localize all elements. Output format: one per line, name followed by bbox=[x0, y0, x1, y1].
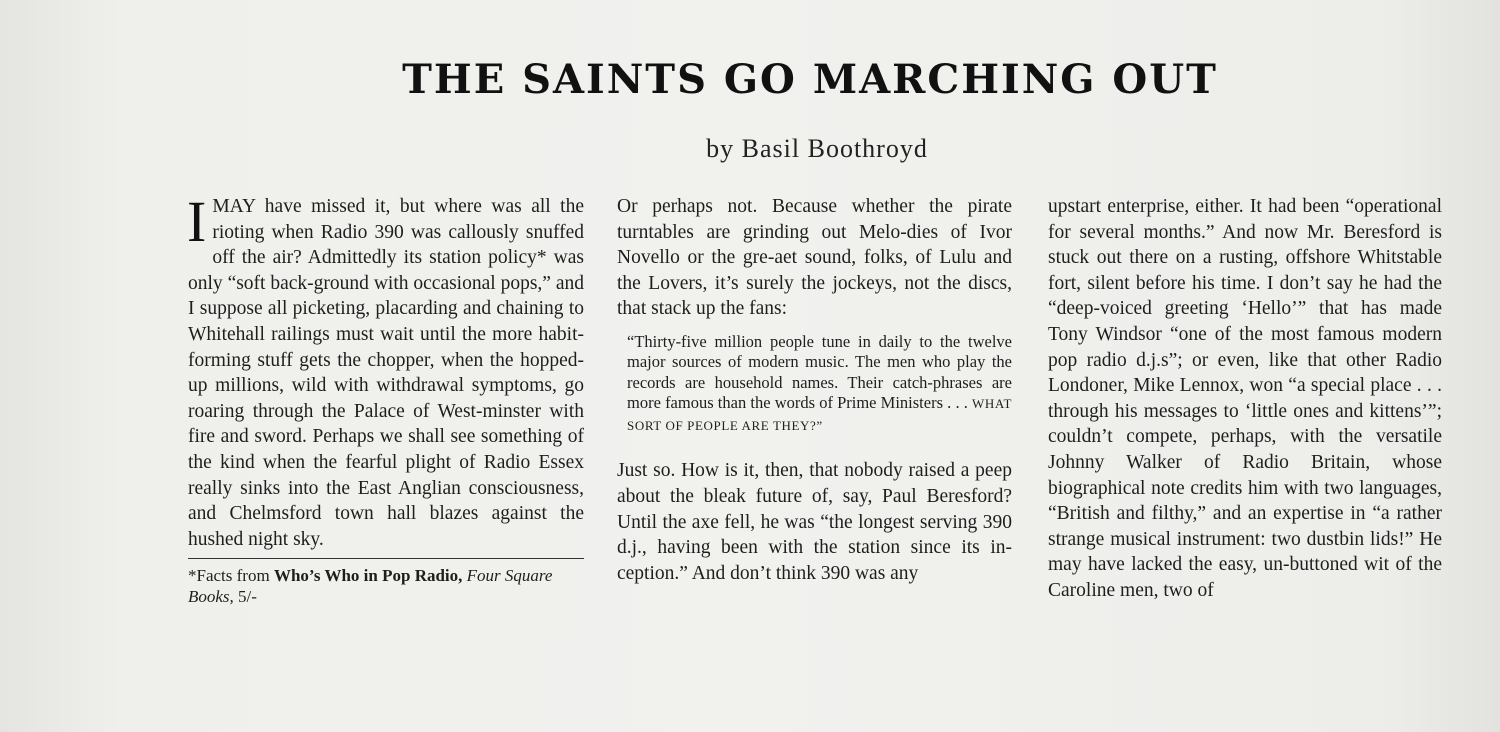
column-2-paragraph-1: Or perhaps not. Because whether the pirate turntables are grinding out Melo-dies of Ivor Novello or the gre-aet sound, folks, of Lulu and the Lovers, it’s surely the jockeys, not the discs, that stack up the fans: bbox=[617, 196, 1012, 320]
column-1-text: MAY have missed it, but where was all the rioting when Radio 390 was callously snuffed off the air? Admittedly its station policy* was only “soft back-ground with occasional pops,” and I suppose all picketing, placarding and chaining to Whitehall railings must wait until the more habit-forming stuff gets the chopper, when the hopped-up millions, wild with withdrawal symptoms, go roaring through the Palace of West-minster with fire and sword. Perhaps we shall see something of the kind when the fearful plight of Radio Essex really sinks into the East Anglian consciousness, and Chelmsford town hall blazes against the hushed night sky. bbox=[188, 196, 584, 550]
footnote-book-title: Who’s Who in Pop Radio, bbox=[273, 566, 463, 586]
column-2 bbox=[617, 194, 1012, 586]
footnote-price: 5/- bbox=[238, 587, 257, 607]
column-1-body bbox=[187, 189, 584, 552]
footnote bbox=[188, 565, 584, 607]
drop-cap: I bbox=[187, 189, 207, 254]
article-title: THE SAINTS GO MARCHING OUT bbox=[402, 56, 1218, 103]
article-byline: by Basil Boothroyd bbox=[706, 134, 928, 163]
column-3-text: upstart enterprise, either. It had been “operational for several months.” And now Mr. Beresford is stuck out there on a rusting, offshore Whitstable fort, silent before his time. I don’t say he had the “deep-voiced greeting ‘Hello’” that has made Tony Windsor “one of the most famous modern pop radio d.j.s”; or even, like that other Radio Londoner, Mike Lennox, won “a special place . . . through his messages to ‘little ones and kittens’”; couldn’t compete, perhaps, with the versatile Johnny Walker of Radio Britain, whose biographical note credits him with two languages, “British and filthy,” and an expertise in “a rather strange musical instrument: two dustbin lids!” He may have lacked the easy, un-buttoned wit of the Caroline men, two of bbox=[1048, 196, 1442, 601]
footnote-prefix: *Facts from bbox=[188, 566, 274, 586]
block-quote-text: “Thirty-five million people tune in daily to the twelve major sources of modern music. The men who play the records are household names. Their catch-phrases are more famous than the words of Prime Ministers . . . bbox=[627, 331, 1012, 413]
block-quote-caps: WHAT SORT OF PEOPLE ARE THEY?” bbox=[627, 396, 1012, 433]
column-1 bbox=[187, 189, 584, 607]
footnote-divider bbox=[188, 558, 584, 559]
footnote-publisher: Four Square Books, bbox=[188, 566, 553, 607]
column-3 bbox=[1048, 194, 1442, 604]
block-quote bbox=[627, 332, 1012, 437]
column-2-paragraph-2: Just so. How is it, then, that nobody raised a peep about the bleak future of, say, Paul Beresford? Until the axe fell, he was “the longest serving 390 d.j., having been with the station since its in-ception.” And don’t think 390 was any bbox=[617, 460, 1012, 584]
